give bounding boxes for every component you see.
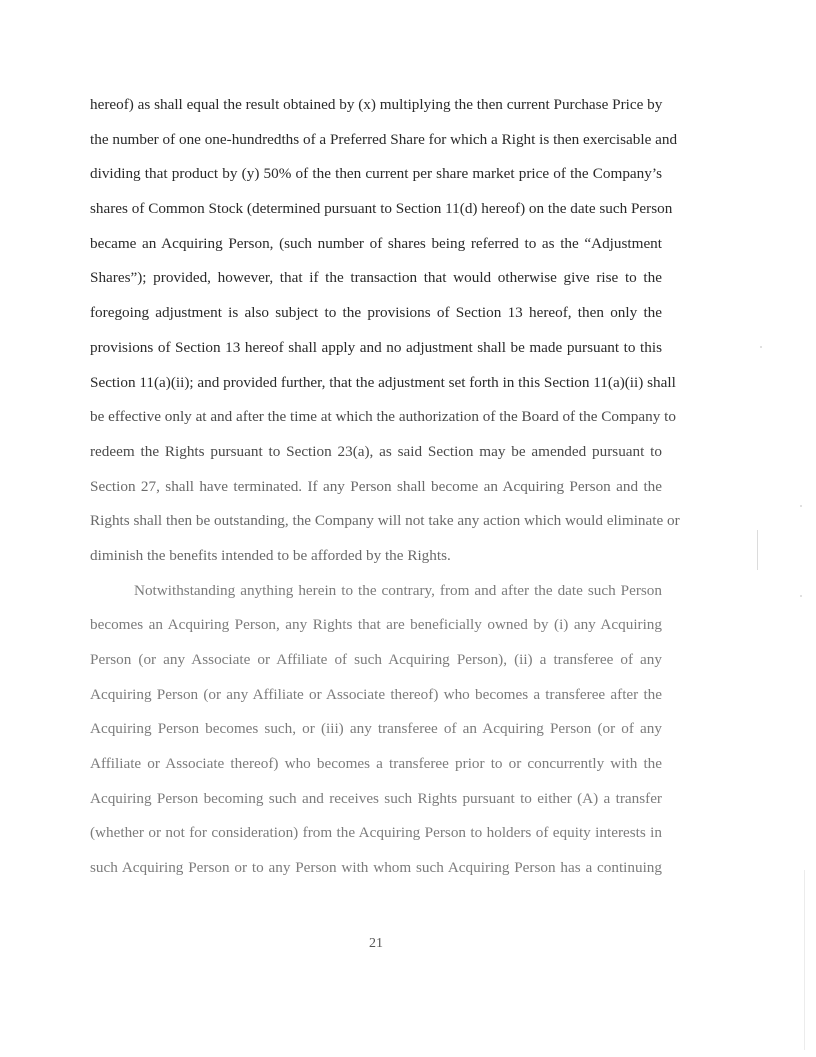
paragraph-section-11-a-ii xyxy=(90,88,680,574)
text-line: diminish the benefits intended to be afforded by the Rights. xyxy=(90,546,451,564)
text-line: Acquiring Person becoming such and receives such Rights pursuant to either (A) a transfer xyxy=(90,789,662,807)
text-line: Acquiring Person (or any Affiliate or Associate thereof) who becomes a transferee after the xyxy=(90,685,662,703)
scan-artifact xyxy=(804,870,805,1050)
text-line: the number of one one-hundredths of a Preferred Share for which a Right is then exercisable and xyxy=(90,130,678,148)
text-line: became an Acquiring Person, (such number of shares being referred to as the “Adjustment xyxy=(90,234,662,252)
text-line: Notwithstanding anything herein to the contrary, from and after the date such Person xyxy=(134,581,662,599)
scan-artifact xyxy=(760,346,762,348)
text-line: Person (or any Associate or Affiliate of such Acquiring Person), (ii) a transferee of any xyxy=(90,651,662,668)
text-line: redeem the Rights pursuant to Section 23(a), as said Section may be amended pursuant to xyxy=(90,442,662,460)
text-line: Affiliate or Associate thereof) who becomes a transferee prior to or concurrently with the xyxy=(90,755,662,773)
text-line: hereof) as shall equal the result obtained by (x) multiplying the then current Purchase Price by xyxy=(90,96,663,113)
text-line: Section 11(a)(ii); and provided further, that the adjustment set forth in this Section 11(a)(ii) shall xyxy=(90,373,676,391)
paragraph-notwithstanding xyxy=(90,574,662,886)
document-body xyxy=(90,88,680,886)
text-line: Shares”); provided, however, that if the transaction that would otherwise give rise to the xyxy=(90,269,662,287)
text-line: Acquiring Person becomes such, or (iii) any transferee of an Acquiring Person (or of any xyxy=(90,720,662,738)
text-line: foregoing adjustment is also subject to the provisions of Section 13 hereof, then only the xyxy=(90,304,662,322)
text-line: provisions of Section 13 hereof shall apply and no adjustment shall be made pursuant to this xyxy=(90,338,662,356)
scan-artifact xyxy=(800,505,802,507)
text-line: shares of Common Stock (determined pursuant to Section 11(d) hereof) on the date such Person xyxy=(90,200,673,218)
scan-artifact xyxy=(800,595,802,597)
text-line: Section 27, shall have terminated. If any Person shall become an Acquiring Person and the xyxy=(90,477,662,495)
text-line: becomes an Acquiring Person, any Rights that are beneficially owned by (i) any Acquiring xyxy=(90,616,662,634)
page-number: 21 xyxy=(369,936,383,951)
text-line: (whether or not for consideration) from the Acquiring Person to holders of equity interests in xyxy=(90,824,662,842)
text-line: such Acquiring Person or to any Person with whom such Acquiring Person has a continuing xyxy=(90,859,662,877)
text-line: dividing that product by (y) 50% of the then current per share market price of the Company’s xyxy=(90,165,662,183)
text-line: Rights shall then be outstanding, the Company will not take any action which would eliminate or xyxy=(90,512,680,530)
text-line: be effective only at and after the time at which the authorization of the Board of the Company to xyxy=(90,408,676,426)
scan-artifact xyxy=(757,530,758,570)
